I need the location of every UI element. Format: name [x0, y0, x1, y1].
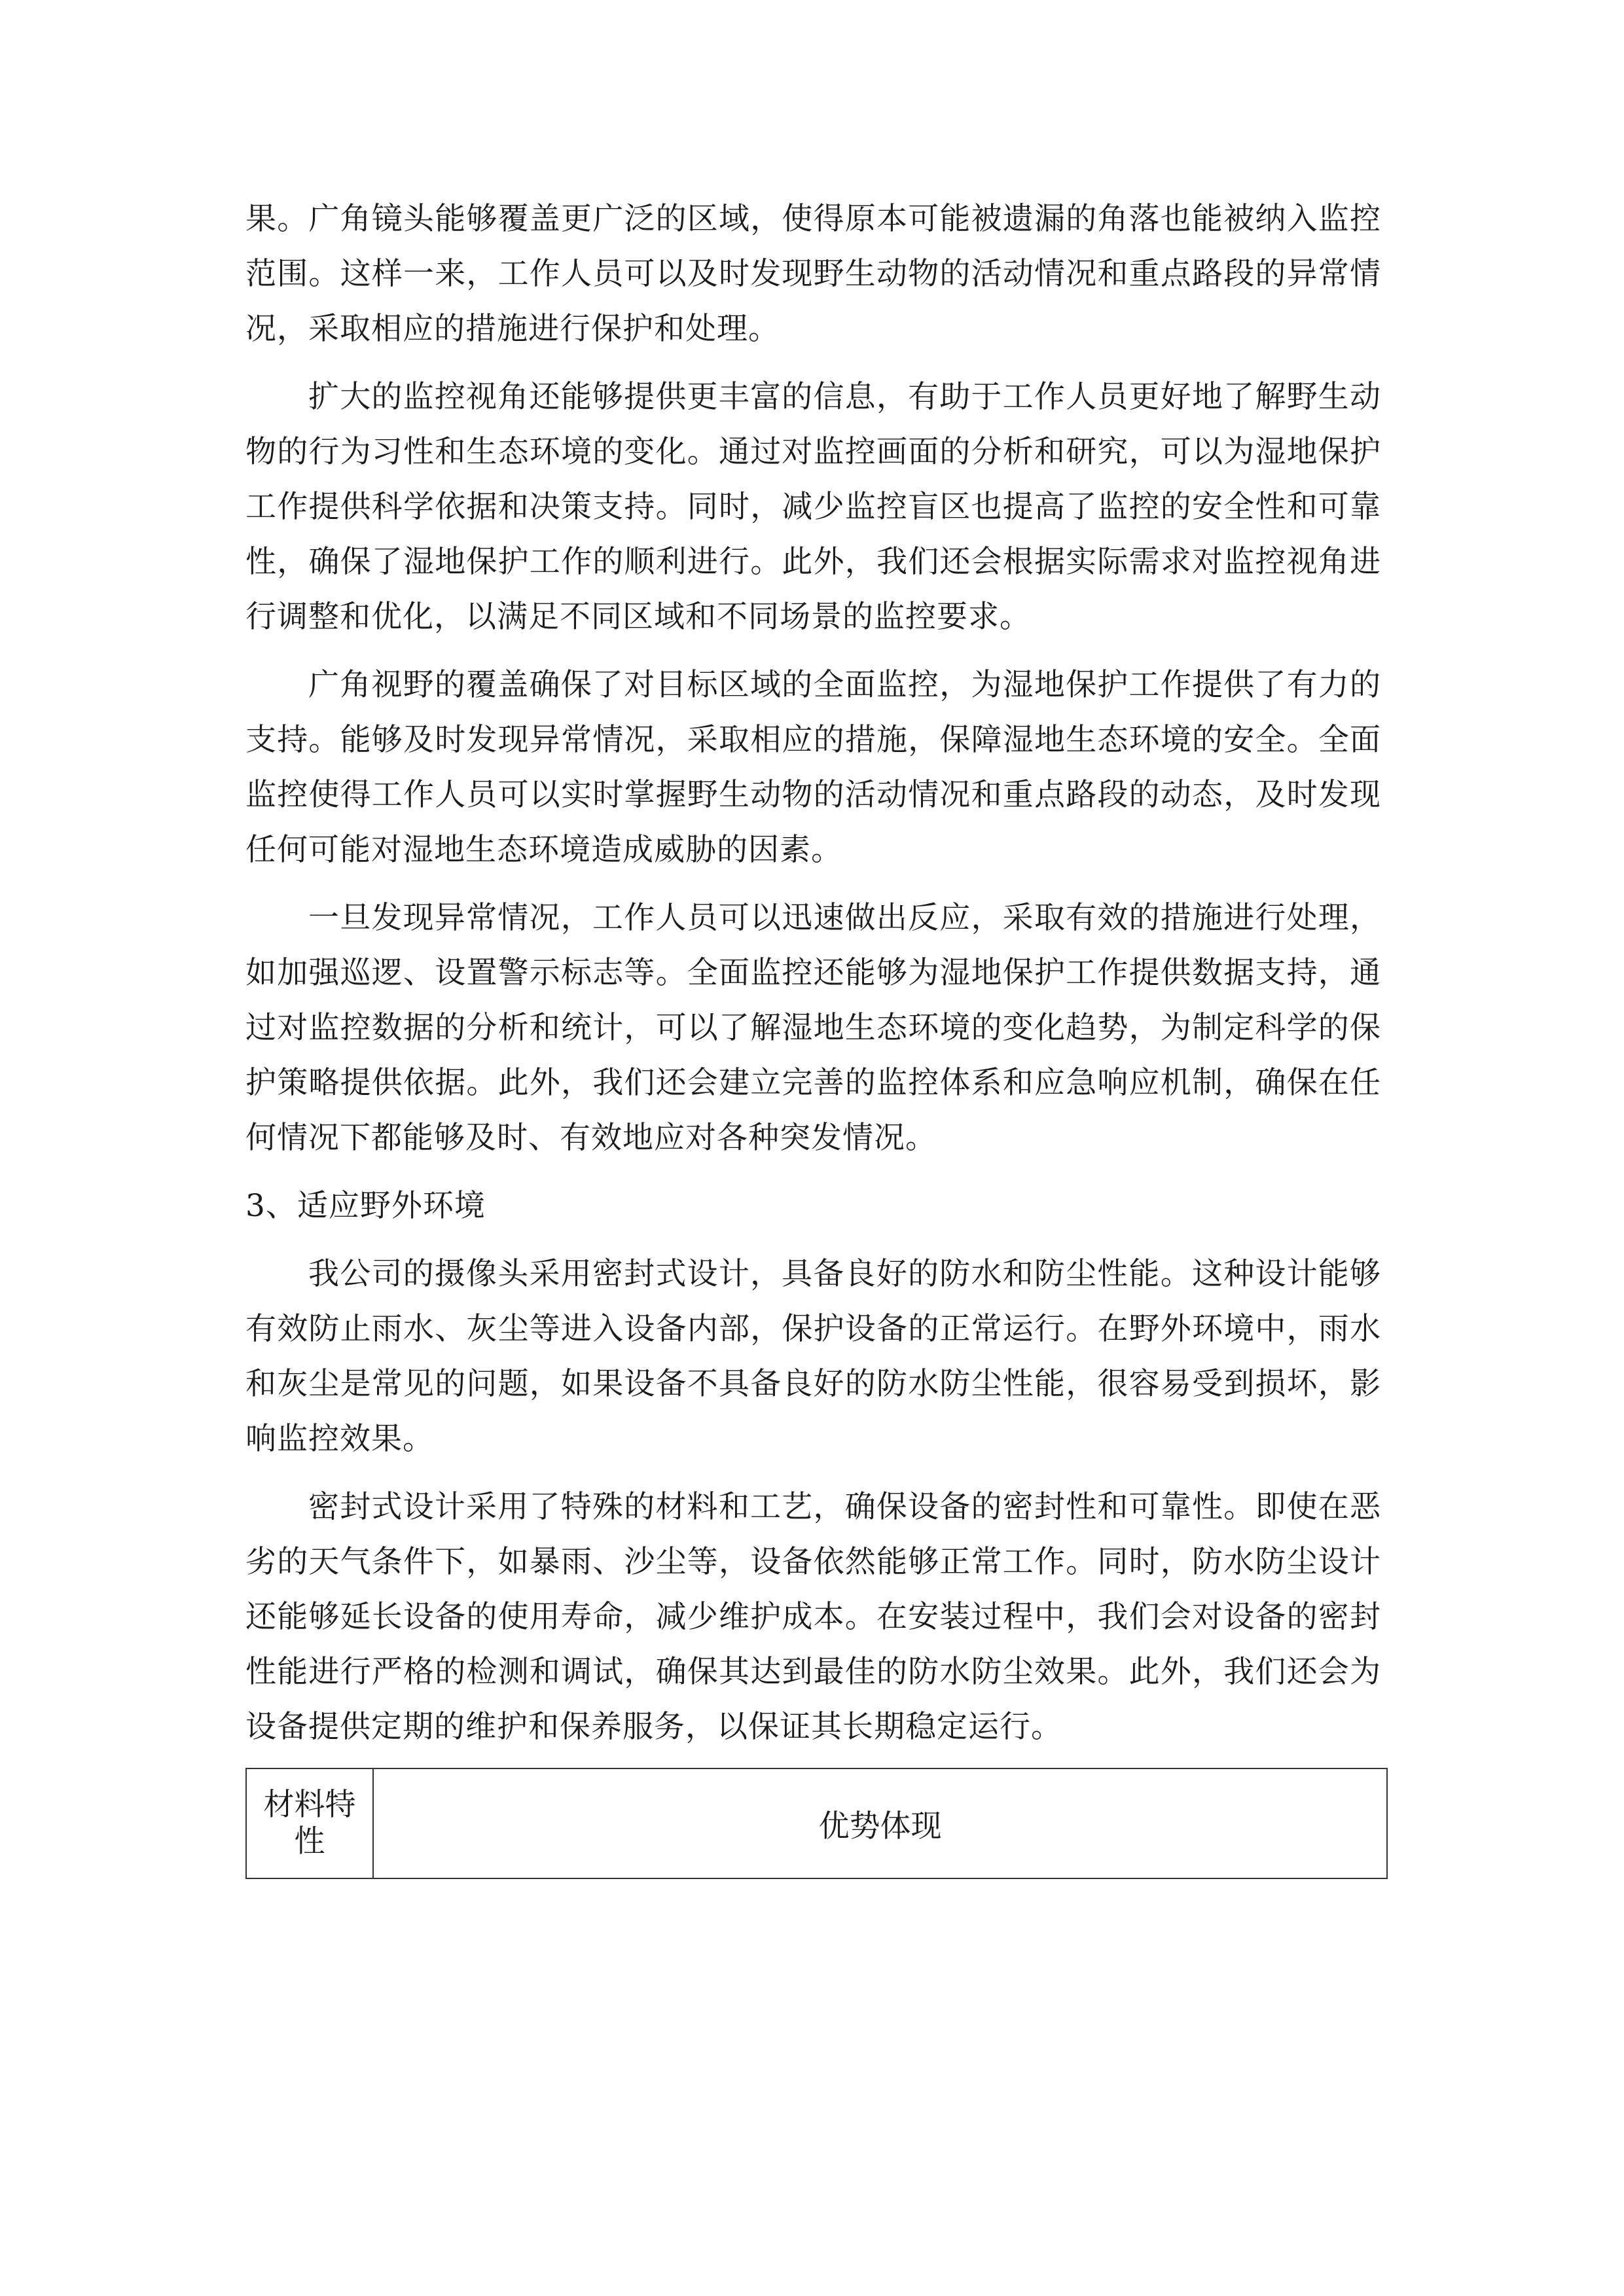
paragraph-3: 广角视野的覆盖确保了对目标区域的全面监控，为湿地保护工作提供了有力的支持。能够及时发现异常情况，采取相应的措施，保障湿地生态环境的安全。全面监控使得工作人员可以实时掌握野生动物的活动情况和重点路段的动态，及时发现任何可能对湿地生态环境造成威胁的因素。: [245, 667, 1381, 868]
paragraph-6: 密封式设计采用了特殊的材料和工艺，确保设备的密封性和可靠性。即使在恶劣的天气条件下，如暴雨、沙尘等，设备依然能够正常工作。同时，防水防尘设计还能够延长设备的使用寿命，减少维护成本。在安装过程中，我们会对设备的密封性能进行严格的检测和调试，确保其达到最佳的防水防尘效果。此外，我们还会为设备提供定期的维护和保养服务，以保证其长期稳定运行。: [245, 1489, 1381, 1745]
paragraph-2: 扩大的监控视角还能够提供更丰富的信息，有助于工作人员更好地了解野生动物的行为习性和生态环境的变化。通过对监控画面的分析和研究，可以为湿地保护工作提供科学依据和决策支持。同时，减少监控盲区也提高了监控的安全性和可靠性，确保了湿地保护工作的顺利进行。此外，我们还会根据实际需求对监控视角进行调整和优化，以满足不同区域和不同场景的监控要求。: [245, 379, 1381, 635]
table-header-material: 材料特性: [246, 1768, 373, 1878]
document-body: [245, 192, 1381, 1879]
table-header-advantage: 优势体现: [373, 1768, 1387, 1878]
section-heading: 3、适应野外环境: [245, 1188, 486, 1224]
paragraph-4: 一旦发现异常情况，工作人员可以迅速做出反应，采取有效的措施进行处理，如加强巡逻、设置警示标志等。全面监控还能够为湿地保护工作提供数据支持，通过对监控数据的分析和统计，可以了解湿地生态环境的变化趋势，为制定科学的保护策略提供依据。此外，我们还会建立完善的监控体系和应急响应机制，确保在任何情况下都能够及时、有效地应对各种突发情况。: [245, 900, 1381, 1156]
paragraph-1: 果。广角镜头能够覆盖更广泛的区域，使得原本可能被遗漏的角落也能被纳入监控范围。这样一来，工作人员可以及时发现野生动物的活动情况和重点路段的异常情况，采取相应的措施进行保护和处理。: [245, 201, 1381, 347]
feature-table: [245, 1768, 1388, 1879]
table-header-row: [246, 1768, 1387, 1878]
paragraph-5: 我公司的摄像头采用密封式设计，具备良好的防水和防尘性能。这种设计能够有效防止雨水、灰尘等进入设备内部，保护设备的正常运行。在野外环境中，雨水和灰尘是常见的问题，如果设备不具备良好的防水防尘性能，很容易受到损坏，影响监控效果。: [245, 1256, 1381, 1457]
